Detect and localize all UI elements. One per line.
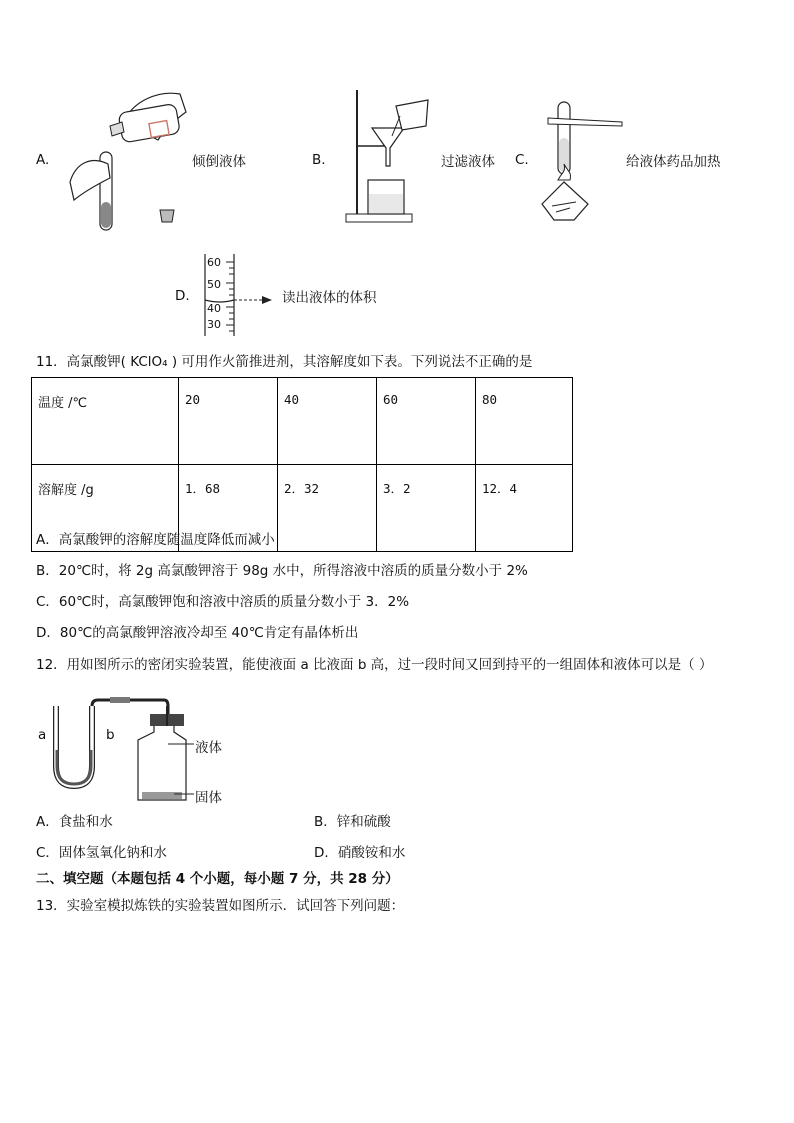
q11-option-b: B．20℃时，将 2g 高氯酸钾溶于 98g 水中，所得溶液中溶质的质量分数小于 2% <box>36 563 528 579</box>
heat-liquid-illustration <box>534 102 630 226</box>
option-b-letter: B. <box>312 152 326 168</box>
option-c-label: 给液体药品加热 <box>626 154 721 170</box>
table-cell: 40 <box>278 378 377 465</box>
q12-option-a: A．食盐和水 <box>36 814 113 830</box>
table-cell: 20 <box>179 378 278 465</box>
option-d-label: 读出液体的体积 <box>282 290 377 306</box>
q13-stem: 13．实验室模拟炼铁的实验装置如图所示．试回答下列问题： <box>36 898 405 914</box>
label-pointer-lines <box>168 740 198 800</box>
table-cell: 温度 /℃ <box>32 378 179 465</box>
cylinder-tick-40: 40 <box>207 302 221 315</box>
q12-option-b: B．锌和硫酸 <box>314 814 391 830</box>
label-a: a <box>38 727 47 743</box>
filtration-illustration <box>340 86 440 228</box>
solubility-table <box>31 377 573 552</box>
pour-liquid-illustration <box>62 82 192 232</box>
table-cell: 溶解度 /g <box>32 465 179 552</box>
option-c-letter: C. <box>515 152 529 168</box>
table-cell: 1．68 <box>179 465 278 552</box>
table-cell: 2．32 <box>278 465 377 552</box>
q11-option-c: C．60℃时，高氯酸钾饱和溶液中溶质的质量分数小于 3．2% <box>36 594 410 610</box>
label-solid: 固体 <box>195 790 222 806</box>
label-liquid: 液体 <box>195 740 222 756</box>
cylinder-tick-30: 30 <box>207 318 221 331</box>
q12-option-c: C．固体氢氧化钠和水 <box>36 845 167 861</box>
cylinder-tick-60: 60 <box>207 256 221 269</box>
table-cell: 12．4 <box>476 465 573 552</box>
q12-stem: 12．用如图所示的密闭实验装置，能使液面 a 比液面 b 高，过一段时间又回到持平的一组固体和液体可以是（ ） <box>36 657 713 673</box>
section-heading: 二、填空题（本题包括 4 个小题，每小题 7 分，共 28 分） <box>36 871 399 887</box>
option-b-label: 过滤液体 <box>441 154 495 170</box>
table-cell: 80 <box>476 378 573 465</box>
label-b: b <box>106 727 115 743</box>
option-a-letter: A. <box>36 152 50 168</box>
table-row <box>32 378 573 465</box>
cylinder-tick-50: 50 <box>207 278 221 291</box>
option-a-label: 倾倒液体 <box>192 154 246 170</box>
q11-option-a: A．高氯酸钾的溶解度随温度降低而减小 <box>36 532 275 548</box>
option-d-letter: D. <box>175 288 190 304</box>
q11-option-d: D．80℃的高氯酸钾溶液冷却至 40℃肯定有晶体析出 <box>36 625 359 641</box>
table-cell: 3．2 <box>377 465 476 552</box>
q11-stem: 11．高氯酸钾( KClO₄ ) 可用作火箭推进剂，其溶解度如下表。下列说法不正确的是 <box>36 354 533 370</box>
table-cell: 60 <box>377 378 476 465</box>
q12-option-d: D．硝酸铵和水 <box>314 845 406 861</box>
